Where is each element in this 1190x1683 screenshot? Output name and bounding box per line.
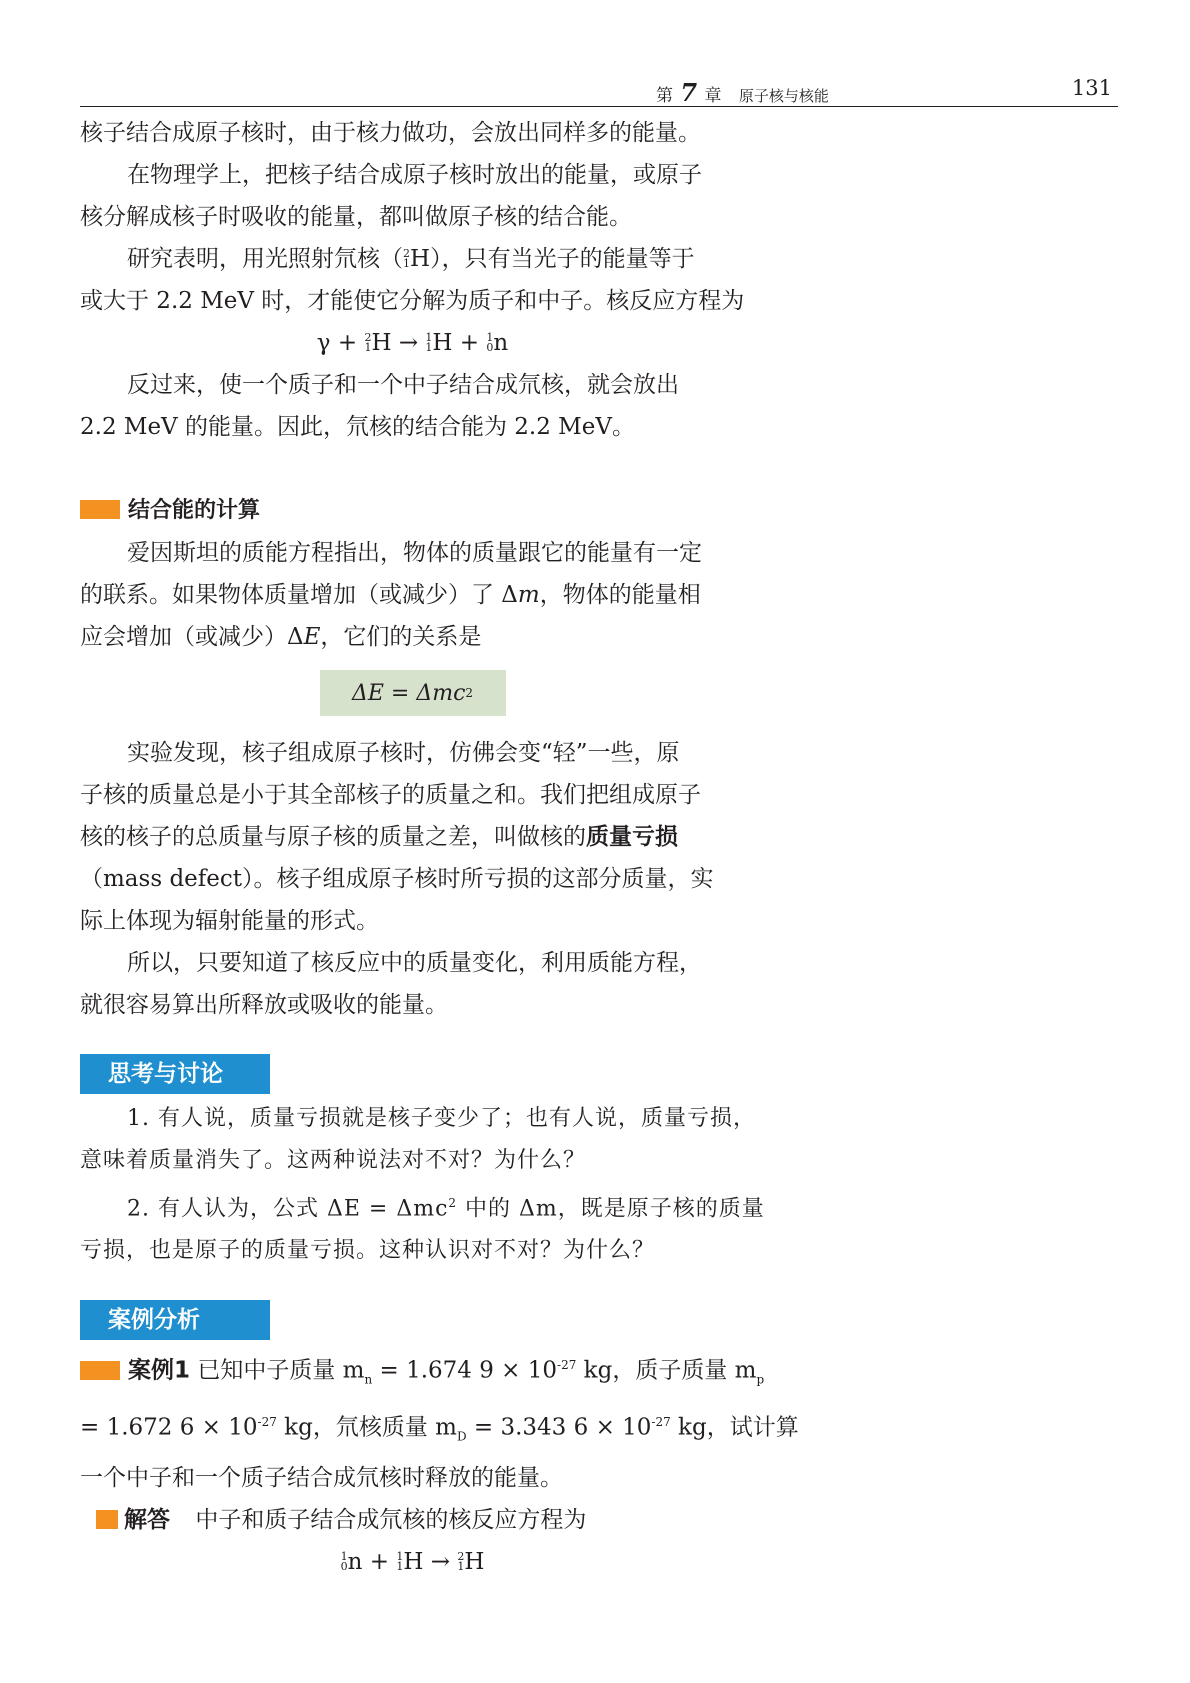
atomic-number: 0 <box>486 341 494 354</box>
case-1-line-2 <box>80 1401 799 1457</box>
chapter-title: 原子核与核能 <box>738 87 829 105</box>
chapter-heading <box>656 78 829 107</box>
chapter-prefix: 第 <box>656 86 673 106</box>
element-symbol: n <box>347 1548 363 1575</box>
energy-symbol: E <box>303 624 321 650</box>
paragraph-3-line-2: 或大于 2.2 MeV 时，才能使它分解为质子和中子。核反应方程为 <box>80 288 745 314</box>
text-span: 中的 Δm，既是原子核的质量 <box>457 1196 765 1222</box>
answer-label: 解答 <box>124 1506 170 1533</box>
subscript: n <box>364 1372 373 1387</box>
reaction-arrow: → <box>398 330 419 356</box>
defect-line-4: （mass defect）。核子组成原子核时所亏损的这部分质量，实 <box>80 866 714 892</box>
formula-exponent: 2 <box>465 686 474 700</box>
question-1-line-1: 1. 有人说，质量亏损就是核子变少了；也有人说，质量亏损， <box>127 1106 756 1131</box>
reaction-arrow: → <box>430 1548 450 1575</box>
defect-line-5: 际上体现为辐射能量的形式。 <box>80 908 379 934</box>
element-symbol: H <box>410 246 431 272</box>
text-span: kg，质子质量 m <box>576 1357 757 1384</box>
chapter-suffix: 章 <box>704 86 722 106</box>
mass-number: 2 <box>364 331 372 344</box>
paragraph-4-line-2: 2.2 MeV 的能量。因此，氘核的结合能为 2.2 MeV。 <box>80 414 635 440</box>
page-content <box>80 112 799 1583</box>
orange-marker-icon <box>80 500 120 519</box>
text-span: ，它们的关系是 <box>320 624 482 650</box>
question-2-line-2: 亏损，也是原子的质量亏损。这种认识对不对？为什么？ <box>80 1238 656 1264</box>
exponent: -27 <box>257 1414 277 1429</box>
text-span: kg，氘核质量 m <box>276 1414 457 1441</box>
exponent: -27 <box>557 1358 577 1373</box>
text-span: kg，试计算 <box>670 1414 799 1441</box>
case-label: 案例1 <box>128 1357 191 1384</box>
exponent: -27 <box>651 1414 671 1429</box>
nuclide-deuterium <box>457 1549 465 1573</box>
subscript: p <box>756 1372 765 1387</box>
text-span: = 1.674 9 × 10 <box>372 1357 558 1384</box>
question-1-line-2: 意味着质量消失了。这两种说法对不对？为什么？ <box>80 1148 587 1173</box>
nuclide-proton <box>396 1549 404 1573</box>
case-1-line-1 <box>80 1344 765 1400</box>
orange-marker-icon <box>96 1510 118 1529</box>
element-symbol: n <box>493 330 509 356</box>
text-span: ，物体的能量相 <box>539 582 701 608</box>
text-span: 2. 有人认为，公式 ΔE = Δmc <box>127 1196 449 1222</box>
answer-text: 中子和质子结合成氘核的核反应方程为 <box>195 1506 587 1533</box>
atomic-number: 1 <box>425 341 433 354</box>
summary-line-1: 所以，只要知道了核反应中的质量变化，利用质能方程， <box>127 950 702 976</box>
text-span: 研究表明，用光照射氘核（ <box>127 246 403 272</box>
element-symbol: H <box>371 330 392 356</box>
nuclide-neutron <box>486 333 493 353</box>
binding-line-1: 爱因斯坦的质能方程指出，物体的质量跟它的能量有一定 <box>127 540 702 566</box>
text-span: 的联系。如果物体质量增加（或减少）了 Δ <box>80 582 518 608</box>
defect-line-1: 实验发现，核子组成原子核时，仿佛会变“轻”一些，原 <box>127 740 680 766</box>
text-span: 已知中子质量 m <box>197 1357 365 1384</box>
atomic-number: 1 <box>364 341 372 354</box>
defect-line-3 <box>80 816 745 858</box>
exponent: 2 <box>448 1196 458 1210</box>
element-symbol: H <box>403 1548 424 1575</box>
text-span: = 1.672 6 × 10 <box>80 1414 258 1441</box>
page-header <box>80 72 1118 107</box>
chapter-number: 7 <box>680 78 698 107</box>
paragraph-1: 核子结合成原子核时，由于核力做功，会放出同样多的能量。 <box>80 120 701 146</box>
equation-photodisintegration <box>80 322 745 364</box>
atomic-number: 1 <box>457 1559 465 1573</box>
text-span: ），只有当光子的能量等于 <box>430 246 695 272</box>
nuclide-deuterium <box>364 333 371 353</box>
page-number: 131 <box>1071 76 1112 100</box>
summary-line-2: 就很容易算出所释放或吸收的能量。 <box>80 992 448 1018</box>
atomic-number: 1 <box>403 257 410 270</box>
question-2-line-1 <box>80 1182 765 1230</box>
orange-marker-icon <box>80 1361 120 1380</box>
subscript: D <box>456 1428 467 1443</box>
formula-text: ΔE = Δmc <box>351 680 466 706</box>
mass-number: 1 <box>486 331 494 344</box>
binding-line-3 <box>80 616 745 658</box>
mass-number: 2 <box>403 247 410 260</box>
text-span: 应会增加（或减少）Δ <box>80 624 304 650</box>
text-span: = 3.343 6 × 10 <box>466 1414 652 1441</box>
answer-line <box>80 1499 745 1541</box>
mass-number: 1 <box>425 331 433 344</box>
mass-number: 2 <box>457 1549 465 1563</box>
mass-symbol: m <box>517 582 540 608</box>
defect-line-2: 子核的质量总是小于其全部核子的质量之和。我们把组成原子 <box>80 782 701 808</box>
plus-sign: + <box>459 330 480 356</box>
section-title-binding-energy <box>80 490 745 532</box>
discussion-banner: 思考与讨论 <box>80 1054 270 1094</box>
mass-number: 1 <box>396 1549 404 1563</box>
mass-energy-formula-box <box>320 670 506 716</box>
atomic-number: 0 <box>340 1559 348 1573</box>
element-symbol: H <box>464 1548 485 1575</box>
paragraph-4-line-1: 反过来，使一个质子和一个中子结合成氘核，就会放出 <box>127 372 679 398</box>
case-analysis-banner: 案例分析 <box>80 1300 270 1340</box>
gamma-symbol: γ + <box>316 330 358 356</box>
paragraph-2-line-2: 核分解成核子时吸收的能量，都叫做原子核的结合能。 <box>80 204 632 230</box>
paragraph-3-line-1 <box>80 238 745 280</box>
mass-number: 1 <box>340 1549 348 1563</box>
paragraph-2-line-1: 在物理学上，把核子结合成原子核时放出的能量，或原子 <box>127 162 702 188</box>
plus-sign: + <box>369 1548 390 1575</box>
nuclide-deuterium <box>403 249 410 269</box>
section-title-text: 结合能的计算 <box>128 498 261 523</box>
equation-fusion <box>80 1541 745 1583</box>
atomic-number: 1 <box>396 1559 404 1573</box>
nuclide-proton <box>425 333 432 353</box>
term-mass-defect: 质量亏损 <box>586 824 678 850</box>
binding-line-2 <box>80 574 745 616</box>
element-symbol: H <box>432 330 453 356</box>
text-span: 核的核子的总质量与原子核的质量之差，叫做核的 <box>80 824 586 850</box>
nuclide-neutron <box>340 1549 348 1573</box>
case-1-line-3: 一个中子和一个质子结合成氘核时释放的能量。 <box>80 1464 563 1491</box>
